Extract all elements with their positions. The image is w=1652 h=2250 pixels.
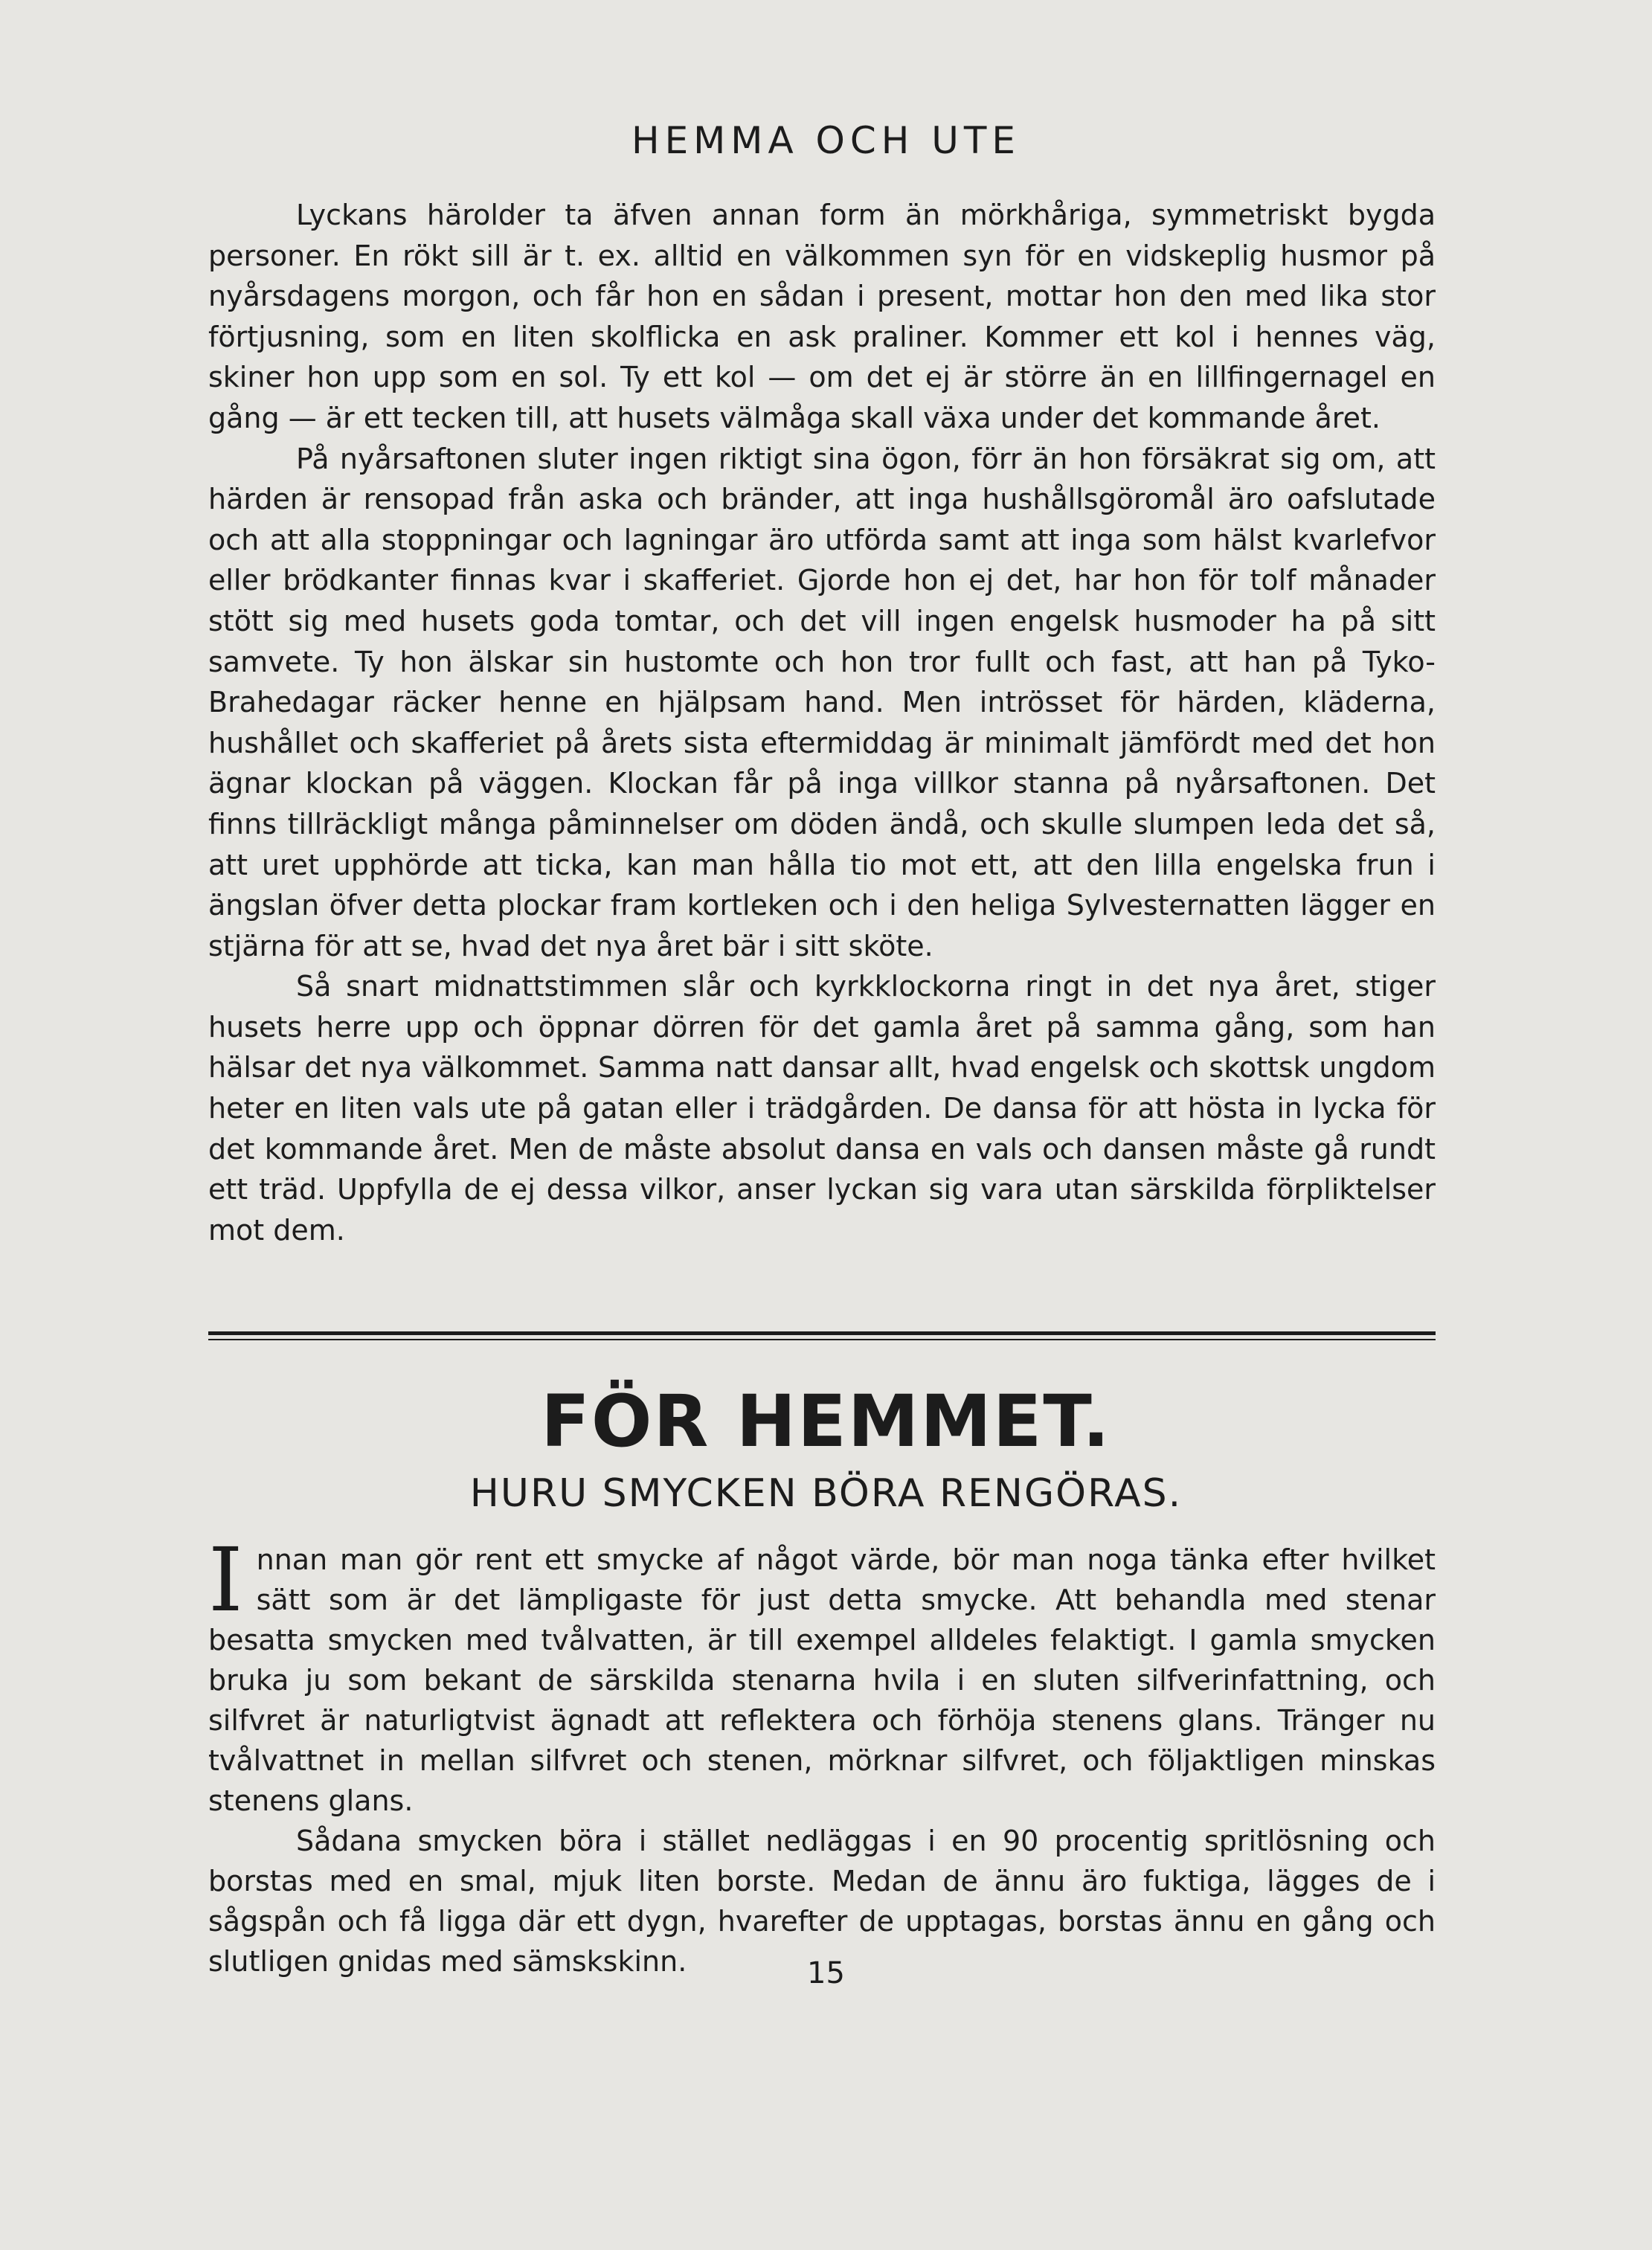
article-text-top [208,195,1436,1250]
paragraph: Sådana smycken böra i stället nedläggas i en 90 procentig spritlösning och borstas med en smal, mjuk liten borste. Medan de ännu äro fuktiga, lägges de i sågspån och få ligga där ett dygn, hvarefter de upptagas, borstas ännu en gång och slutligen gnidas med sämskskinn. [208,1825,1436,1978]
paragraph: På nyårsaftonen sluter ingen riktigt sina ögon, förr än hon försäkrat sig om, att härden är rensopad från aska och bränder, att inga hushållsgöromål äro oafslutade och att alla stoppningar och lagningar äro utförda samt att inga som hälst kvarlefvor eller brödkanter finnas kvar i skafferiet. Gjorde hon ej det, har hon för tolf månader stött sig med husets goda tomtar, och det vill ingen engelsk husmoder ha på sitt samvete. Ty hon älskar sin hustomte och hon tror fullt och fast, att han på Tyko-Brahedagar räcker henne en hjälpsam hand. Men intrösset för härden, kläderna, hushållet och skafferiet på årets sista eftermiddag är minimalt jämfördt med det hon ägnar klockan på väggen. Klockan får på inga villkor stanna på nyårsaftonen. Det finns tillräckligt många påminnelser om döden ändå, och skulle slumpen leda det så, att uret upphörde att ticka, kan man hålla tio mot ett, att den lilla engelska frun i ängslan öfver detta plockar fram kortleken och i den heliga Sylvesternatten lägger en stjärna för att se, hvad det nya året bär i sitt sköte. [208,442,1436,962]
paragraph-first [208,1529,1436,1821]
double-rule-divider [208,1331,1436,1340]
section-title: FÖR HEMMET. [541,1380,1111,1463]
article-subtitle: HURU SMYCKEN BÖRA RENGÖRAS. [469,1471,1183,1516]
rule-thick [208,1331,1436,1335]
paragraph: Lyckans härolder ta äfven annan form än mörkhåriga, symmetriskt bygda personer. En rökt sill är t. ex. alltid en välkommen syn för en vidskeplig husmor på nyårsdagens morgon, och får hon en sådan i present, mottar hon den med lika stor förtjusning, som en liten skolflicka en ask praliner. Kommer ett kol i hennes väg, skiner hon upp som en sol. Ty ett kol — om det ej är större än en lillfingernagel en gång — är ett tecken till, att husets välmåga skall växa under det kommande året. [208,199,1436,434]
article-text-bottom [208,1529,1436,1981]
drop-cap: I [208,1529,243,1631]
page-number: 15 [807,1956,845,1990]
paragraph-text: nnan man gör rent ett smycke af något värde, bör man noga tänka efter hvilket sätt som är det lämpligaste för just detta smycke. Att behandla med stenar besatta smycken med tvålvatten, är till exempel alldeles felaktigt. I gamla smycken bruka ju som bekant de särskilda stenarna hvila i en sluten silfverinfattning, och silfvret är naturligtvist ägnadt att reflektera och förhöja stenens glans. Tränger nu tvålvattnet in mellan silfvret och stenen, mörknar silfvret, och följaktligen minskas stenens glans. [208,1543,1436,1817]
rule-thin [208,1339,1436,1340]
running-head: HEMMA OCH UTE [631,119,1021,162]
paragraph: Så snart midnattstimmen slår och kyrkklockorna ringt in det nya året, stiger husets herre upp och öppnar dörren för det gamla året på samma gång, som han hälsar det nya välkommet. Samma natt dansar allt, hvad engelsk och skottsk ungdom heter en liten vals ute på gatan eller i trädgården. De dansa för att hösta in lycka för det kommande året. Men de måste absolut dansa en vals och dansen måste gå rundt ett träd. Uppfylla de ej dessa vilkor, anser lyckan sig vara utan särskilda förpliktelser mot dem. [208,970,1436,1247]
